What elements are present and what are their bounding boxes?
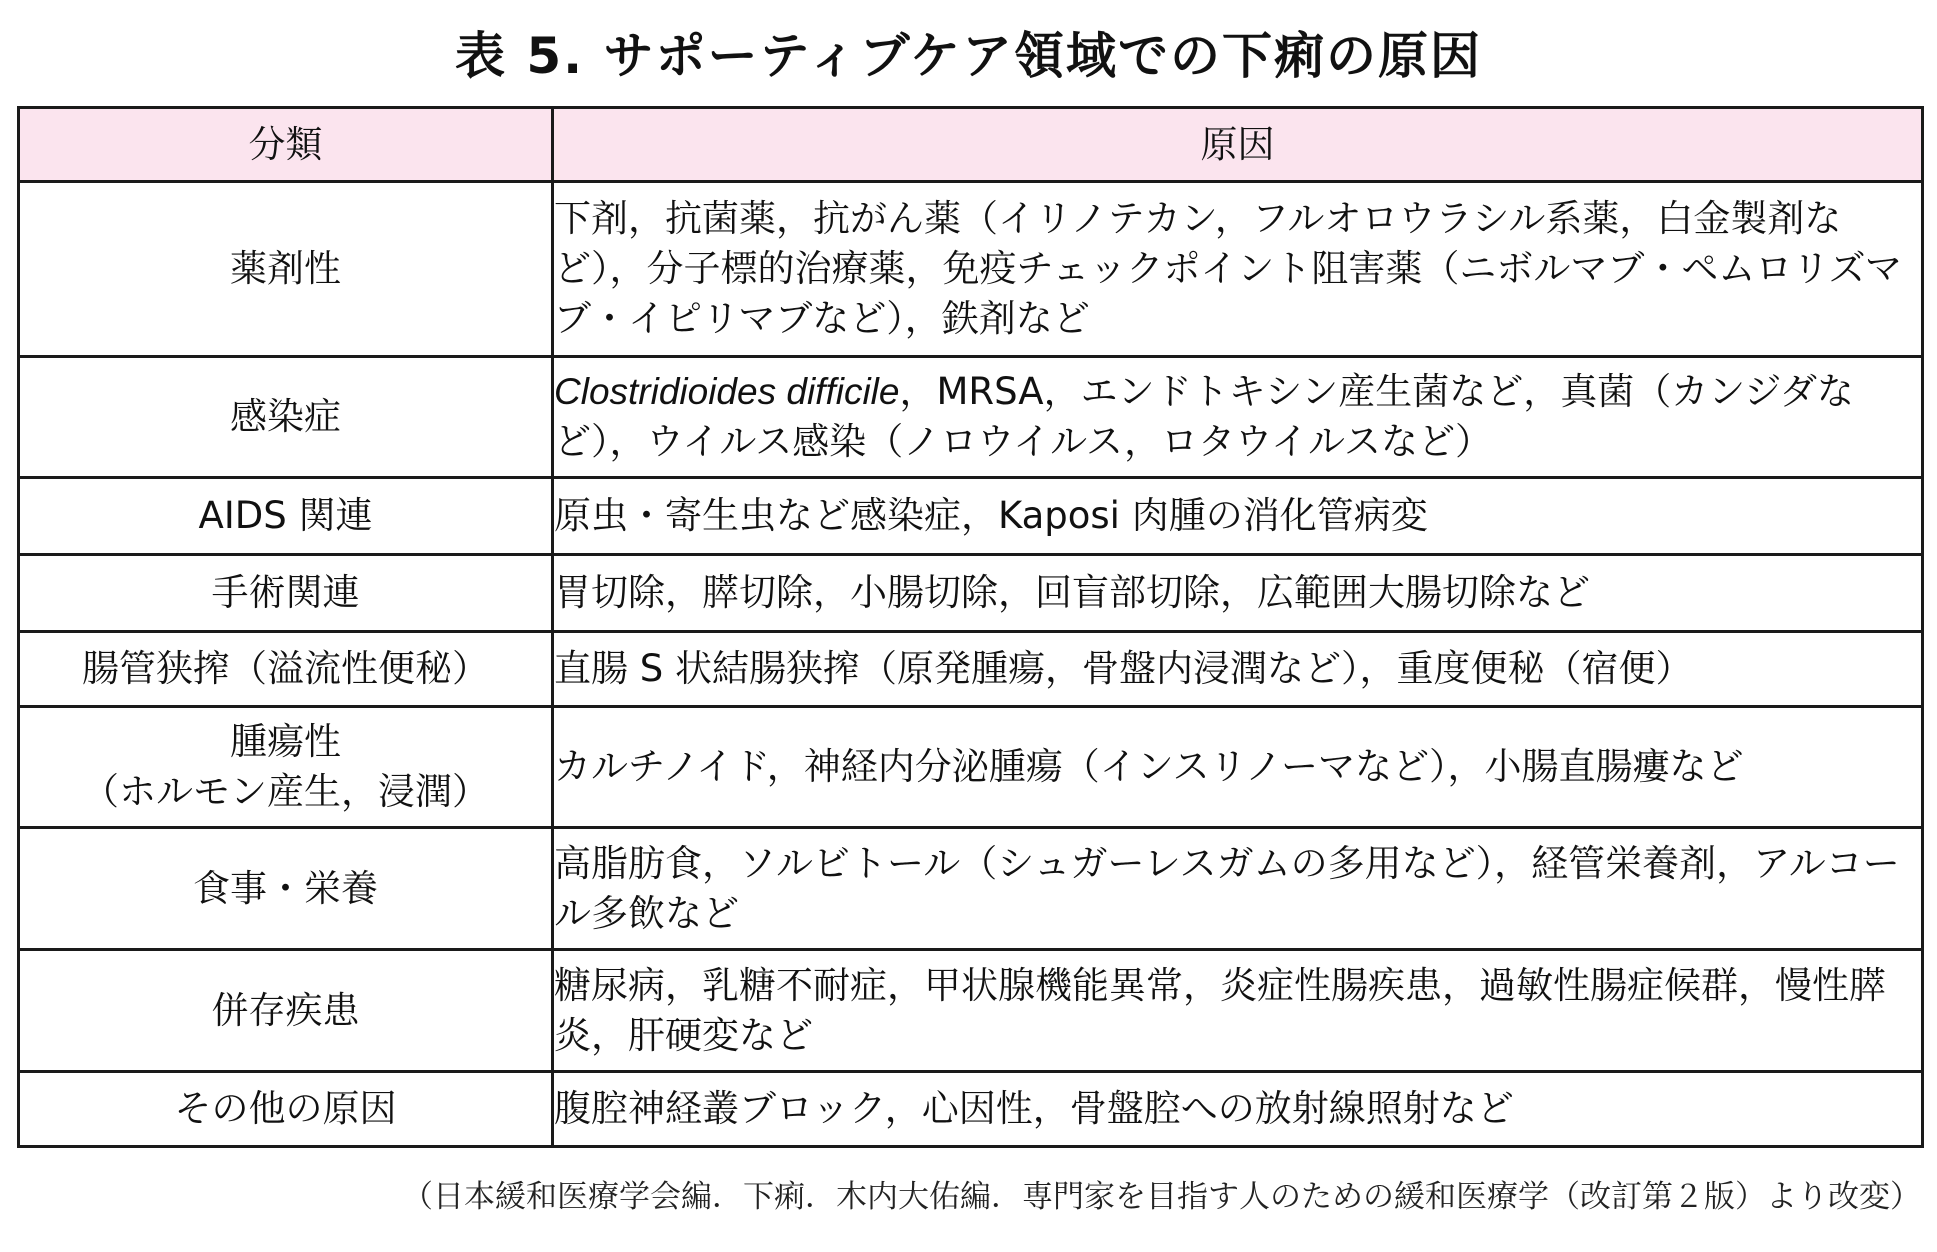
header-cause: 原因 [553, 108, 1923, 182]
row-cause: 直腸 S 状結腸狭搾（原発腫瘍，骨盤内浸潤など），重度便秘（宿便） [553, 632, 1923, 707]
table-row [19, 950, 1923, 1072]
row-cause: 糖尿病，乳糖不耐症，甲状腺機能異常，炎症性腸疾患，過敏性腸症候群，慢性膵炎，肝硬変など [553, 950, 1923, 1072]
table-title: 表 5. サポーティブケア領域での下痢の原因 [454, 27, 1483, 85]
table-row [19, 707, 1923, 828]
row-cause: カルチノイド，神経内分泌腫瘍（インスリノーマなど），小腸直腸瘻など [553, 707, 1923, 828]
row-category: 感染症 [19, 357, 553, 478]
table-row [19, 1072, 1923, 1147]
row-cause: 下剤，抗菌薬，抗がん薬（イリノテカン，フルオロウラシル系薬，白金製剤など），分子標的治療薬，免疫チェックポイント阻害薬（ニボルマブ・ペムロリズマブ・イピリマブなど），鉄剤など [553, 182, 1923, 357]
row-category: その他の原因 [19, 1072, 553, 1147]
row-category: 腸管狭搾（溢流性便秘） [19, 632, 553, 707]
row-cause: 原虫・寄生虫など感染症，Kaposi 肉腫の消化管病変 [553, 478, 1923, 555]
diarrhea-causes-table [17, 106, 1924, 1148]
row-cause: 腹腔神経叢ブロック，心因性，骨盤腔への放射線照射など [553, 1072, 1923, 1147]
row-category: AIDS 関連 [19, 478, 553, 555]
table-row [19, 632, 1923, 707]
row-cause-text: ，MRSA，エンドトキシン産生菌など，真菌（カンジダなど），ウイルス感染（ノロウイルス，ロタウイルスなど） [554, 370, 1854, 463]
pathogen-latin-name: Clostridioides difficile [554, 371, 900, 412]
row-category: 手術関連 [19, 555, 553, 632]
row-category: 薬剤性 [19, 182, 553, 357]
table-row [19, 828, 1923, 950]
row-cause [553, 357, 1923, 478]
row-category: 併存疾患 [19, 950, 553, 1072]
row-category-line: 腫瘍性 [230, 720, 341, 763]
table-row [19, 478, 1923, 555]
row-cause: 胃切除，膵切除，小腸切除，回盲部切除，広範囲大腸切除など [553, 555, 1923, 632]
row-category [19, 707, 553, 828]
row-cause: 高脂肪食，ソルビトール（シュガーレスガムの多用など），経管栄養剤，アルコール多飲など [553, 828, 1923, 950]
row-category-line: （ホルモン産生，浸潤） [82, 770, 489, 813]
table-header-row [19, 108, 1923, 182]
table-row [19, 357, 1923, 478]
table-row [19, 182, 1923, 357]
table-row [19, 555, 1923, 632]
header-category: 分類 [19, 108, 553, 182]
source-citation: （日本緩和医療学会編．下痢．木内大佑編．専門家を目指す人のための緩和医療学（改訂第２版）より改変） [402, 1179, 1921, 1215]
row-category: 食事・栄養 [19, 828, 553, 950]
